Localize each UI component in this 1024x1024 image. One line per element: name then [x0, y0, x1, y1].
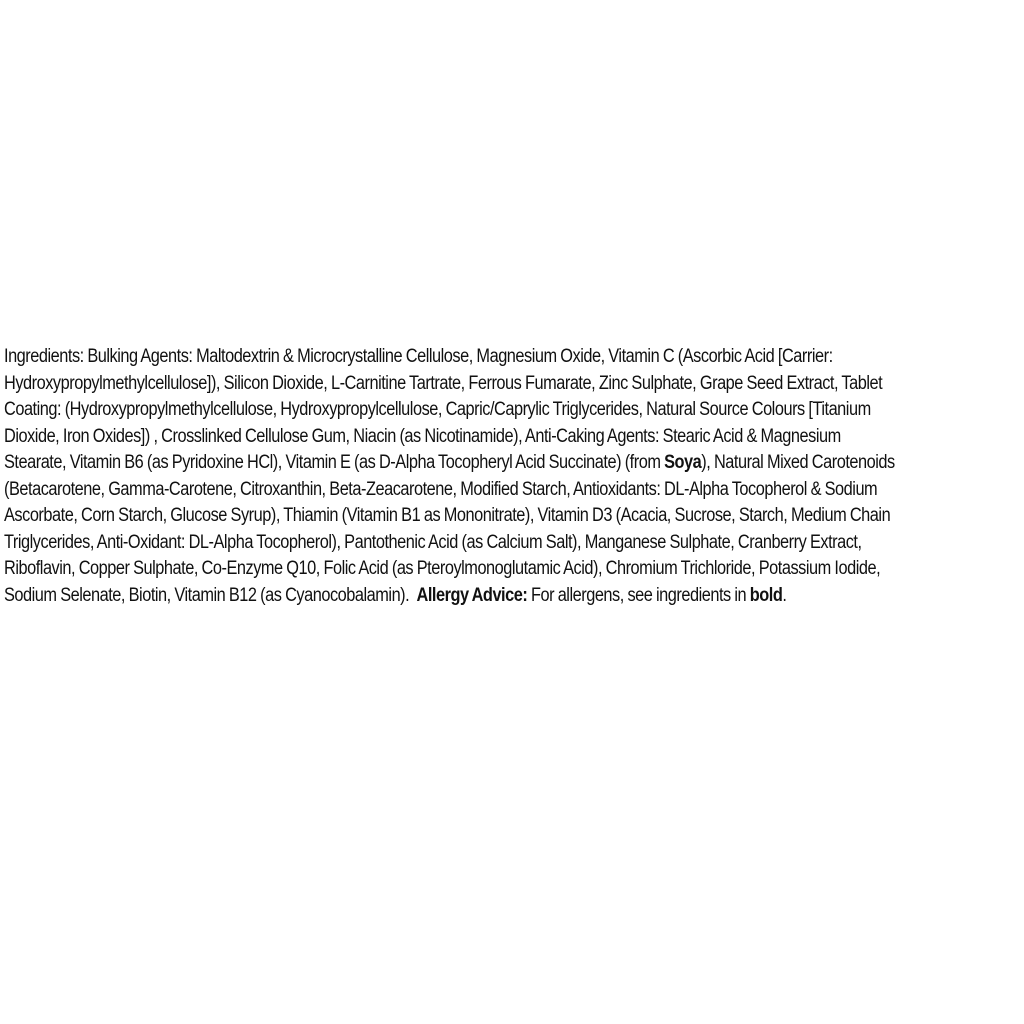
ingredients-line: Dioxide, Iron Oxides]) , Crosslinked Cellulose Gum, Niacin (as Nicotinamide), Anti-Caking Agents: Stearic Acid & Magnesium: [4, 425, 841, 447]
ingredients-line: Ingredients: Bulking Agents: Maltodextrin & Microcrystalline Cellulose, Magnesium Oxide, Vitamin C (Ascorbic Acid [Carrier:: [4, 346, 833, 367]
allergy-advice-text: For allergens, see ingredients in: [527, 584, 750, 606]
ingredients-text: Sodium Selenate, Biotin, Vitamin B12 (as Cyanocobalamin).: [4, 584, 417, 606]
ingredients-text: Stearate, Vitamin B6 (as Pyridoxine HCl), Vitamin E (as D-Alpha Tocopheryl Acid Succinate) (from: [4, 452, 665, 473]
allergy-bold-word: bold: [749, 584, 783, 606]
ingredients-line: Hydroxypropylmethylcellulose]), Silicon Dioxide, L-Carnitine Tartrate, Ferrous Fumarate, Zinc Sulphate, Grape Seed Extract, Tablet: [4, 372, 883, 394]
ingredients-line: [4, 450, 1019, 477]
ingredients-text: ), Natural Mixed Carotenoids: [701, 452, 895, 473]
ingredients-line: Riboflavin, Copper Sulphate, Co-Enzyme Q10, Folic Acid (as Pteroylmonoglutamic Acid), Chromium Trichloride, Potassium Iodide,: [4, 558, 881, 579]
allergy-advice-heading: Allergy Advice:: [416, 584, 528, 606]
ingredients-line: (Betacarotene, Gamma-Carotene, Citroxanthin, Beta-Zeacarotene, Modified Starch, Antioxidants: DL-Alpha Tocopherol & Sodium: [4, 478, 878, 500]
ingredients-line: Coating: (Hydroxypropylmethylcellulose, Hydroxypropylcellulose, Capric/Caprylic Triglycerides, Natural Source Colours [Titanium: [4, 399, 871, 420]
allergen-soya: Soya: [664, 452, 702, 473]
ingredients-line: Triglycerides, Anti-Oxidant: DL-Alpha Tocopherol), Pantothenic Acid (as Calcium Salt), Manganese Sulphate, Cranberry Extract,: [4, 531, 862, 553]
ingredients-line: [4, 583, 1019, 610]
ingredients-line: Ascorbate, Corn Starch, Glucose Syrup), Thiamin (Vitamin B1 as Mononitrate), Vitamin D3 (Acacia, Sucrose, Starch, Medium Chain: [4, 505, 891, 526]
ingredients-paragraph: [4, 344, 1019, 609]
allergy-end: .: [782, 584, 787, 606]
